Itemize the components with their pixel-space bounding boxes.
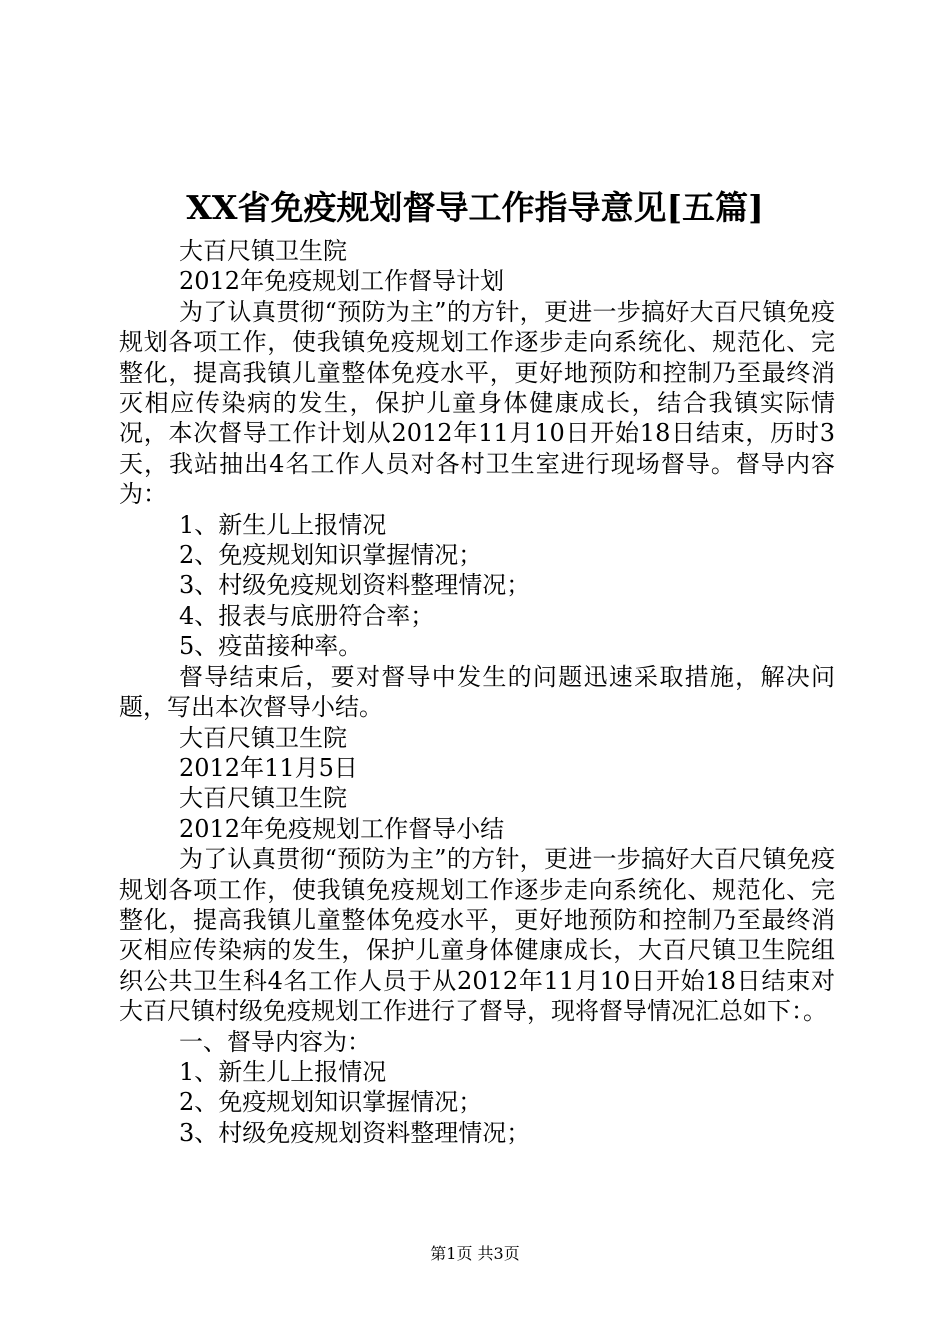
page-footer: 第1页 共3页: [430, 1244, 520, 1263]
paragraph-summary-title: 2012年免疫规划工作督导小结: [179, 814, 505, 843]
paragraph-list-item: 2、免疫规划知识掌握情况；: [179, 1088, 483, 1117]
paragraph-list-item: 5、疫苗接种率。: [179, 632, 363, 661]
paragraph-signature: 大百尺镇卫生院: [179, 723, 347, 752]
paragraph-date: 2012年11月5日: [179, 753, 358, 782]
paragraph-org-name: 大百尺镇卫生院: [179, 784, 347, 813]
paragraph-list-item: 2、免疫规划知识掌握情况；: [179, 541, 483, 570]
document-title: XX省免疫规划督导工作指导意见[五篇]: [186, 188, 764, 227]
paragraph-list-item: 4、报表与底册符合率；: [179, 601, 435, 630]
paragraph-list-item: 1、新生儿上报情况: [179, 1057, 387, 1086]
paragraph-org-name: 大百尺镇卫生院: [179, 237, 347, 265]
paragraph-list-item: 3、村级免疫规划资料整理情况；: [179, 1118, 531, 1147]
paragraph-plan-title: 2012年免疫规划工作督导计划: [179, 267, 505, 296]
paragraph-section-heading: 一、督导内容为：: [179, 1027, 371, 1056]
document-body: [119, 236, 835, 1148]
paragraph-list-item: 3、村级免疫规划资料整理情况；: [179, 571, 531, 600]
paragraph-plan-closing: 督导结束后，要对督导中发生的问题迅速采取措施，解决问题，写出本次督导小结。: [119, 662, 835, 722]
paragraph-plan-intro: 为了认真贯彻“预防为主”的方针，更进一步搞好大百尺镇免疫规划各项工作，使我镇免疫规划工作逐步走向系统化、规范化、完整化，提高我镇儿童整体免疫水平，更好地预防和控制乃至最终消灭相应传染病的发生，保护儿童身体健康成长，结合我镇实际情况，本次督导工作计划从2012年11月10日开始18日结束，历时3天，我站抽出4名工作人员对各村卫生室进行现场督导。督导内容为：: [119, 297, 835, 509]
paragraph-list-item: 1、新生儿上报情况: [179, 510, 387, 539]
paragraph-summary-intro: 为了认真贯彻“预防为主”的方针，更进一步搞好大百尺镇免疫规划各项工作，使我镇免疫规划工作逐步走向系统化、规范化、完整化，提高我镇儿童整体免疫水平，更好地预防和控制乃至最终消灭相应传染病的发生，保护儿童身体健康成长，大百尺镇卫生院组织公共卫生科4名工作人员于从2012年11月10日开始18日结束对大百尺镇村级免疫规划工作进行了督导，现将督导情况汇总如下：。: [119, 845, 835, 1026]
